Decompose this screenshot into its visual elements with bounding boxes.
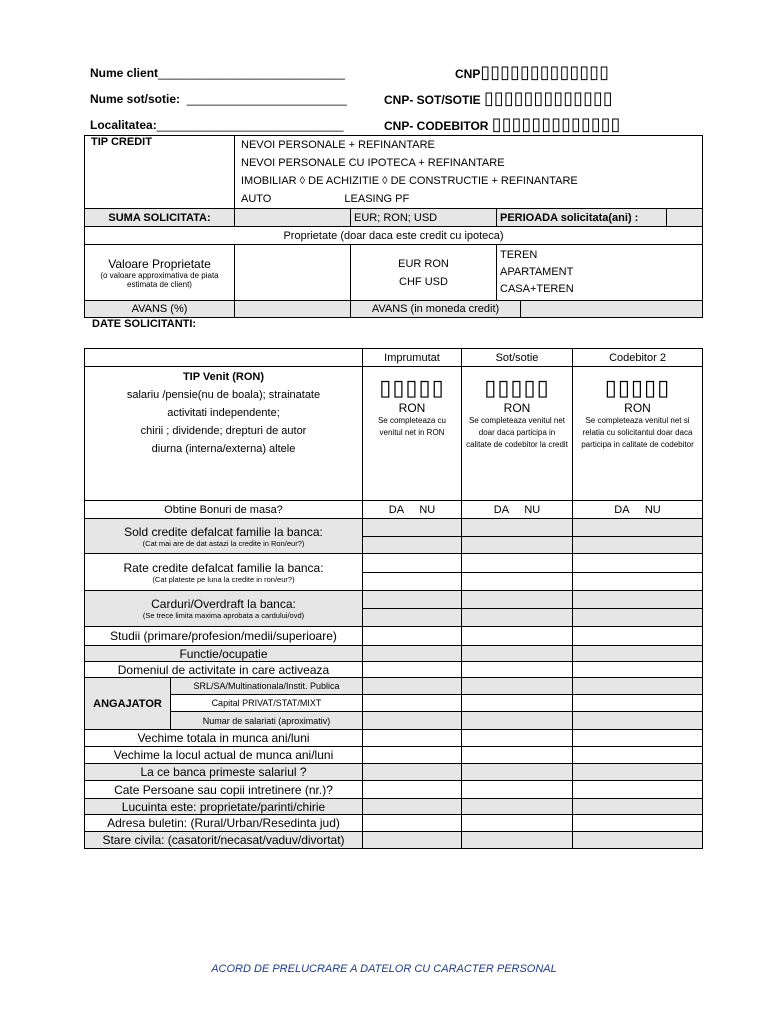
vechime-loc-label: Vechime la locul actual de munca ani/luni (85, 747, 363, 764)
bonuri-label: Obtine Bonuri de masa? (85, 501, 363, 519)
rate-imprumutat-2[interactable] (363, 573, 462, 591)
cnp-field[interactable] (455, 62, 609, 83)
adresa-codebitor[interactable] (573, 815, 703, 832)
vechime-loc-sot[interactable] (462, 747, 573, 764)
rate-sot-1[interactable] (462, 554, 573, 573)
col-imprumutat: Imprumutat (363, 349, 462, 367)
locuinta-sot[interactable] (462, 799, 573, 815)
suma-input[interactable] (235, 209, 351, 227)
cnp-codebtor-boxes[interactable]: ▯▯▯▯▯▯▯▯▯▯▯▯▯ (491, 114, 621, 134)
locuinta-codebitor[interactable] (573, 799, 703, 815)
ang2-sot[interactable] (462, 695, 573, 712)
tip-venit-label: TIP Venit (RON) (182, 371, 265, 383)
vechime-totala-label: Vechime totala in munca ani/luni (85, 730, 363, 747)
option-nevoi-ipoteca[interactable]: NEVOI PERSONALE CU IPOTECA + REFINANTARE (241, 157, 505, 169)
venit-boxes-imprumutat[interactable]: ▯▯▯▯▯ (379, 375, 445, 400)
carduri-sot-2[interactable] (462, 609, 573, 627)
ang1-codebitor[interactable] (573, 678, 703, 695)
option-imobiliar[interactable]: IMOBILIAR ◊ DE ACHIZITIE ◊ DE CONSTRUCTIE + REFINANTARE (241, 175, 578, 187)
locality-label: Localitatea: (90, 118, 157, 132)
bonuri-codebitor[interactable]: DA NU (573, 501, 703, 519)
persoane-codebitor[interactable] (573, 781, 703, 799)
client-name-label: Nume client (90, 66, 159, 80)
sold-sot-1[interactable] (462, 519, 573, 537)
valoare-note: (o valoare approximativa de piata estimata de client) (100, 270, 219, 289)
date-solicitanti-heading: DATE SOLICITANTI: (92, 318, 197, 330)
stare-imprumutat[interactable] (363, 832, 462, 849)
adresa-imprumutat[interactable] (363, 815, 462, 832)
proprietate-heading: Proprietate (doar daca este credit cu ipoteca) (85, 227, 703, 245)
suma-label: SUMA SOLICITATA: (85, 209, 235, 227)
carduri-codebitor-1[interactable] (573, 591, 703, 609)
adresa-sot[interactable] (462, 815, 573, 832)
angajator-salariati-label: Numar de salariati (aproximativ) (171, 712, 363, 730)
perioada-label: PERIOADA solicitata(ani) : (497, 209, 667, 227)
cnp-boxes[interactable]: ▯▯▯▯▯▯▯▯▯▯▯▯▯ (480, 62, 610, 82)
property-type-options (497, 245, 703, 301)
locality-field[interactable]: Localitatea:____________________________ (90, 118, 344, 132)
carduri-imprumutat-1[interactable] (363, 591, 462, 609)
carduri-imprumutat-2[interactable] (363, 609, 462, 627)
valoare-proprietate-cell (85, 245, 235, 301)
vechime-totala-codebitor[interactable] (573, 730, 703, 747)
functie-label: Functie/ocupatie (85, 646, 363, 662)
persoane-label: Cate Persoane sau copii intretinere (nr.)? (85, 781, 363, 799)
ang3-codebitor[interactable] (573, 712, 703, 730)
sold-imprumutat-1[interactable] (363, 519, 462, 537)
option-casa-teren[interactable]: CASA+TEREN (500, 283, 574, 295)
sold-codebitor-1[interactable] (573, 519, 703, 537)
avans-label: AVANS (%) (85, 301, 235, 318)
venit-imprumutat: ▯▯▯▯▯ RON Se completeaza cu venitul net in RON (363, 367, 462, 501)
valoare-label: Valoare Proprietate (108, 256, 211, 271)
persoane-imprumutat[interactable] (363, 781, 462, 799)
ang2-imprumutat[interactable] (363, 695, 462, 712)
credit-table (84, 135, 703, 318)
avans-input[interactable] (235, 301, 351, 318)
valoare-currency[interactable]: EUR RON CHF USD (351, 245, 497, 301)
banca-imprumutat[interactable] (363, 764, 462, 781)
client-name-field[interactable]: Nume client____________________________ (90, 66, 345, 80)
option-auto[interactable]: AUTO (241, 193, 272, 205)
carduri-codebitor-2[interactable] (573, 609, 703, 627)
ang3-sot[interactable] (462, 712, 573, 730)
rate-credite-cell: Rate credite defalcat familie la banca: (Cat plateste pe luna la credite in ron/eur?) (85, 554, 363, 591)
functie-imprumutat[interactable] (363, 646, 462, 662)
ang3-imprumutat[interactable] (363, 712, 462, 730)
col-sot: Sot/sotie (462, 349, 573, 367)
ang1-imprumutat[interactable] (363, 678, 462, 695)
venit-boxes-sot[interactable]: ▯▯▯▯▯ (484, 375, 550, 400)
domeniu-label: Domeniul de activitate in care activeaza (85, 662, 363, 678)
angajator-tip-label: SRL/SA/Multinationala/Instit. Publica (171, 678, 363, 695)
option-nevoi-personale[interactable]: NEVOI PERSONALE + REFINANTARE (241, 139, 435, 151)
stare-codebitor[interactable] (573, 832, 703, 849)
domeniu-imprumutat[interactable] (363, 662, 462, 678)
tip-credit-label: TIP CREDIT (85, 136, 235, 209)
domeniu-codebitor[interactable] (573, 662, 703, 678)
cnp-spouse-label: CNP- SOT/SOTIE (384, 93, 481, 107)
cnp-codebtor-label: CNP- CODEBITOR (384, 119, 489, 133)
valoare-input[interactable] (235, 245, 351, 301)
carduri-cell: Carduri/Overdraft la banca: (Se trece limita maxima aprobata a cardului/ovd) (85, 591, 363, 627)
rate-imprumutat-1[interactable] (363, 554, 462, 573)
venit-option-chirii[interactable]: chirii ; dividende; drepturi de autor (140, 425, 307, 437)
avans-moneda-label: AVANS (in moneda credit) (351, 301, 521, 318)
studii-label: Studii (primare/profesion/medii/superioare) (85, 627, 363, 646)
banca-sot[interactable] (462, 764, 573, 781)
sold-imprumutat-2[interactable] (363, 537, 462, 554)
angajator-label: ANGAJATOR (85, 678, 171, 730)
cnp-label: CNP (455, 67, 481, 81)
persoane-sot[interactable] (462, 781, 573, 799)
vechime-loc-imprumutat[interactable] (363, 747, 462, 764)
locuinta-imprumutat[interactable] (363, 799, 462, 815)
vechime-loc-codebitor[interactable] (573, 747, 703, 764)
bonuri-imprumutat[interactable]: DA NU (363, 501, 462, 519)
carduri-sot-1[interactable] (462, 591, 573, 609)
venit-sot: ▯▯▯▯▯ RON Se completeaza venitul net doar daca participa in calitate de codebitor la credit (462, 367, 573, 501)
rate-codebitor-2[interactable] (573, 573, 703, 591)
sold-codebitor-2[interactable] (573, 537, 703, 554)
spouse-name-label: Nume sot/sotie: (90, 92, 181, 106)
studii-sot[interactable] (462, 627, 573, 646)
sold-credite-cell: Sold credite defalcat familie la banca: (Cat mai are de dat astazi la credite in Ron/eur?) (85, 519, 363, 554)
option-apartament[interactable]: APARTAMENT (500, 266, 574, 278)
blank-header (85, 349, 363, 367)
vechime-totala-imprumutat[interactable] (363, 730, 462, 747)
studii-imprumutat[interactable] (363, 627, 462, 646)
adresa-label: Adresa buletin: (Rural/Urban/Resedinta jud) (85, 815, 363, 832)
banca-label: La ce banca primeste salariul ? (85, 764, 363, 781)
currency-options[interactable]: EUR; RON; USD (351, 209, 497, 227)
col-codebitor: Codebitor 2 (573, 349, 703, 367)
venit-option-activitati[interactable]: activitati independente; (167, 407, 280, 419)
rate-codebitor-1[interactable] (573, 554, 703, 573)
venit-codebitor: ▯▯▯▯▯ RON Se completeaza venitul net si relatia cu solicitantul doar daca participa in calitate de codebitor (573, 367, 703, 501)
tip-venit-cell (85, 367, 363, 501)
rate-sot-2[interactable] (462, 573, 573, 591)
spouse-name-field[interactable]: Nume sot/sotie: ________________________ (90, 92, 347, 106)
venit-option-salariu[interactable]: salariu /pensie(nu de boala); strainatate (126, 389, 321, 401)
functie-codebitor[interactable] (573, 646, 703, 662)
venit-option-diurna[interactable]: diurna (interna/externa) altele (151, 443, 296, 455)
credit-type-options (235, 136, 703, 209)
option-leasing[interactable]: LEASING PF (341, 193, 410, 205)
angajator-capital-label: Capital PRIVAT/STAT/MIXT (171, 695, 363, 712)
perioada-input[interactable] (667, 209, 703, 227)
applicants-table (84, 348, 703, 849)
footer-title: ACORD DE PRELUCRARE A DATELOR CU CARACTER PERSONAL (211, 963, 557, 975)
studii-codebitor[interactable] (573, 627, 703, 646)
cnp-spouse-boxes[interactable]: ▯▯▯▯▯▯▯▯▯▯▯▯▯ (484, 88, 613, 108)
sold-sot-2[interactable] (462, 537, 573, 554)
stare-sot[interactable] (462, 832, 573, 849)
ang2-codebitor[interactable] (573, 695, 703, 712)
ang1-sot[interactable] (462, 678, 573, 695)
vechime-totala-sot[interactable] (462, 730, 573, 747)
cnp-spouse-field[interactable] (384, 88, 613, 109)
functie-sot[interactable] (462, 646, 573, 662)
venit-boxes-codebitor[interactable]: ▯▯▯▯▯ (604, 375, 671, 400)
stare-civila-label: Stare civila: (casatorit/necasat/vaduv/divortat) (85, 832, 363, 849)
locuinta-label: Lucuinta este: proprietate/parinti/chirie (85, 799, 363, 815)
domeniu-sot[interactable] (462, 662, 573, 678)
cnp-codebtor-field[interactable] (384, 114, 621, 135)
banca-codebitor[interactable] (573, 764, 703, 781)
avans-moneda-input[interactable] (521, 301, 703, 318)
bonuri-sot[interactable]: DA NU (462, 501, 573, 519)
option-teren[interactable]: TEREN (500, 249, 538, 261)
